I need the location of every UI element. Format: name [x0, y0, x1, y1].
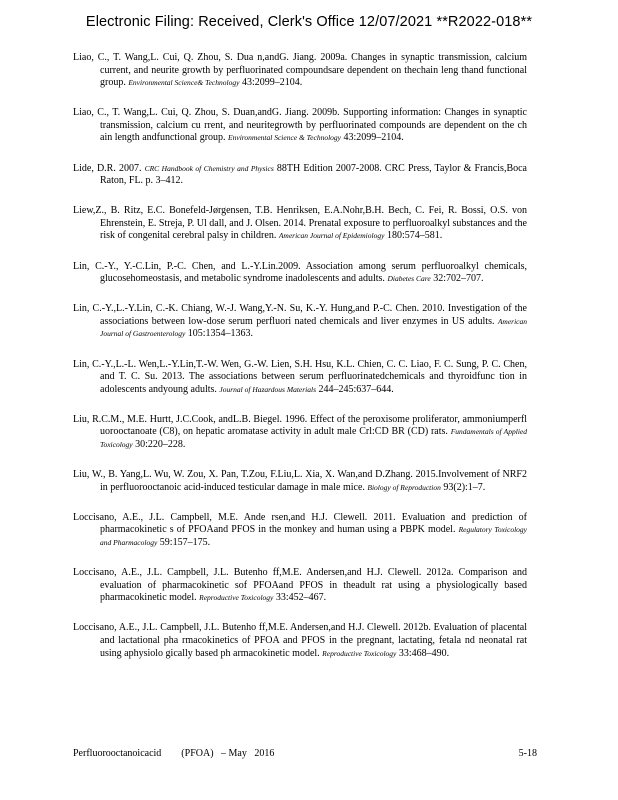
- reference-entry: Liao, C., T. Wang,L. Cui, Q. Zhou, S. Dua n,andG. Jiang. 2009a. Changes in synaptic transmission, calcium current, and neurite growth by perfluorinated compoundsare dependent on thechain leng thand functional group. Environmental Science& Technology 43:2099–2104.: [73, 52, 527, 89]
- journal-title: Diabetes Care: [387, 274, 431, 284]
- reference-list: [73, 52, 527, 678]
- journal-title: Environmental Science& Technology: [128, 78, 240, 88]
- journal-title: American Journal of Epidemiology: [278, 231, 385, 241]
- journal-title: Journal of Hazardous Materials: [219, 384, 317, 394]
- reference-entry: Loccisano, A.E., J.L. Campbell, M.E. Ande rsen,and H.J. Clewell. 2011. Evaluation and prediction of pharmacokinetic s of PFOAand PFOS in the monkey and human using a PBPK model. Regulatory Toxicology and Pharmacology 59:157–175.: [73, 511, 527, 548]
- journal-title: Reproductive Toxicology: [199, 593, 274, 603]
- reference-entry: Loccisano, A.E., J.L. Campbell, J.L. Butenho ff,M.E. Andersen,and H.J. Clewell. 2012a. Comparison and evaluation of pharmacokinetic sof PFOAand PFOS in theadult rat using a physiologically based pharmacokinetic model. Reproductive Toxicology 33:452–467.: [73, 567, 527, 604]
- reference-entry: Lin, C.-Y., Y.-C.Lin, P.-C. Chen, and L.-Y.Lin.2009. Association among serum perfluoroalkyl chemicals, glucosehomeostasis, and metabolic syndrome inadolescents and adults. Diabetes Care 32:702–707.: [73, 260, 527, 285]
- reference-entry: Liu, W., B. Yang,L. Wu, W. Zou, X. Pan, T.Zou, F.Liu,L. Xia, X. Wan,and D.Zhang. 2015.Involvement of NRF2 in perfluorooctanoic acid-induced testicular damage in male mice. Biology of Reproduction 93(2):1–7.: [73, 469, 527, 493]
- footer-document-title: Perfluorooctanoicacid (PFOA) – May 2016: [73, 748, 275, 759]
- reference-entry: Lin, C.-Y.,L.-Y.Lin, C.-K. Chiang, W.-J. Wang,Y.-N. Su, K.-Y. Hung,and P.-C. Chen. 2010. Investigation of the associations between low-dose serum perfluori nated chemicals and liver enzymes in US adults. American Journal of Gastroenterology 105:1354–1363.: [73, 303, 527, 340]
- journal-title: Environmental Science & Technology: [228, 133, 341, 143]
- reference-entry: Liew,Z., B. Ritz, E.C. Bonefeld-Jørgensen, T.B. Henriksen, E.A.Nohr,B.H. Bech, C. Fei, R. Bossi, O.S. von Ehrenstein, E. Streja, P. Ul dall, and J. Olsen. 2014. Prenatal exposure to perfluoroalkyl substances and the risk of congenital cerebral palsy in children. American Journal of Epidemiology 180:574–581.: [73, 205, 527, 242]
- journal-title: CRC Handbook of Chemistry and Physics: [144, 163, 274, 173]
- reference-entry: Liu, R.C.M., M.E. Hurtt, J.C.Cook, andL.B. Biegel. 1996. Effect of the peroxisome proliferator, ammoniumperfl uorooctanoate (C8), on hepatic aromatase activity in adult male Crl:CD BR (CD) rats. Fundamentals of Applied Toxicology 30:220–228.: [73, 413, 527, 450]
- page-number: 5-18: [518, 748, 537, 759]
- journal-title: Biology of Reproduction: [367, 482, 441, 492]
- reference-entry: Loccisano, A.E., J.L. Campbell, J.L. Butenho ff,M.E. Andersen,and H.J. Clewell. 2012b. Evaluation of placental and lactational pha rmacokinetics of PFOA and PFOS in the pregnant, lactating, fetala nd neonatal rat using aphysiolo gically based ph armacokinetic model. Reproductive Toxicology 33:468–490.: [73, 622, 527, 659]
- journal-title: Fundamentals of Applied Toxicology: [100, 427, 527, 449]
- journal-title: American Journal of Gastroenterology: [100, 316, 527, 339]
- reference-entry: Liao, C., T. Wang,L. Cui, Q. Zhou, S. Duan,andG. Jiang. 2009b. Supporting information: Changes in synaptic transmission, calcium cu rrent, and neuritegrowth by perfluorinated compounds are dependent on the ch ain length andfunctional group. Environmental Science & Technology 43:2099–2104.: [73, 107, 527, 144]
- filing-header: Electronic Filing: Received, Clerk's Office 12/07/2021 **R2022-018**: [85, 14, 533, 30]
- journal-title: Regulatory Toxicology and Pharmacology: [100, 525, 527, 547]
- reference-entry: Lide, D.R. 2007. CRC Handbook of Chemistry and Physics 88TH Edition 2007-2008. CRC Press, Taylor & Francis,Boca Raton, FL. p. 3–412.: [73, 162, 527, 187]
- reference-entry: Lin, C.-Y.,L.-L. Wen,L.-Y.Lin,T.-W. Wen, G.-W. Lien, S.H. Hsu, K.L. Chien, C. C. Liao, F. C. Sung, P. C. Chen, and T. C. Su. 2013. The associations between serum perfluorinatedchemicals and thyroidfunc tion in adolescents andyoung adults. Journal of Hazardous Materials 244–245:637–644.: [73, 358, 527, 395]
- journal-title: Reproductive Toxicology: [322, 648, 397, 658]
